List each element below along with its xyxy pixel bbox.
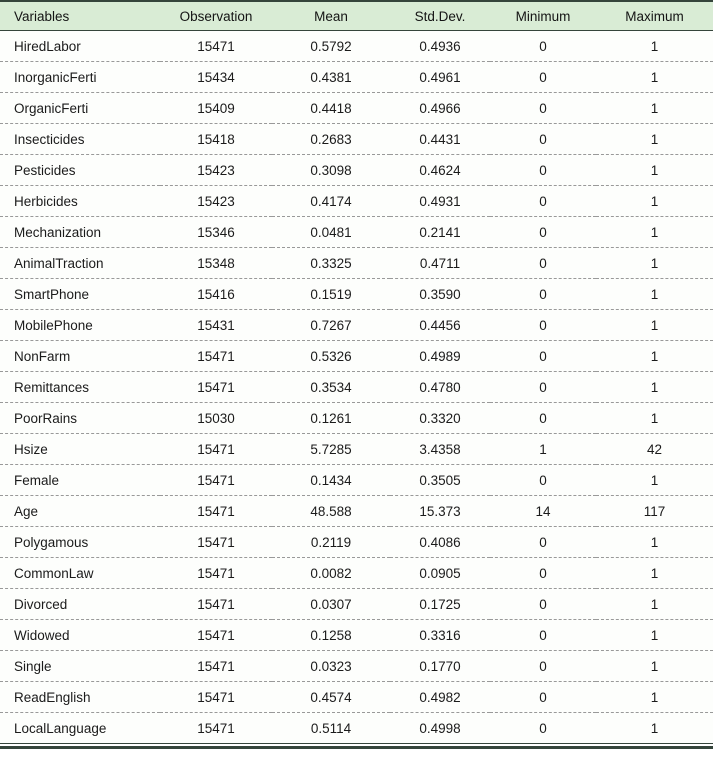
- table-row: [0, 279, 713, 310]
- cell-mean: 0.4418: [272, 93, 390, 124]
- table-row: [0, 465, 713, 496]
- cell-minimum: 0: [490, 403, 596, 434]
- column-header-stddev: Std.Dev.: [390, 2, 490, 31]
- cell-minimum: 0: [490, 372, 596, 403]
- cell-maximum: 1: [596, 620, 713, 651]
- cell-maximum: 1: [596, 93, 713, 124]
- cell-maximum: 1: [596, 279, 713, 310]
- cell-minimum: 0: [490, 589, 596, 620]
- cell-mean: 0.1434: [272, 465, 390, 496]
- cell-minimum: 0: [490, 62, 596, 93]
- cell-mean: 0.3098: [272, 155, 390, 186]
- cell-minimum: 0: [490, 279, 596, 310]
- cell-variable: NonFarm: [0, 341, 160, 372]
- cell-variable: ReadEnglish: [0, 682, 160, 713]
- cell-variable: Polygamous: [0, 527, 160, 558]
- cell-variable: SmartPhone: [0, 279, 160, 310]
- cell-stddev: 0.4982: [390, 682, 490, 713]
- cell-observation: 15416: [160, 279, 272, 310]
- cell-observation: 15471: [160, 465, 272, 496]
- cell-mean: 0.4381: [272, 62, 390, 93]
- cell-stddev: 15.373: [390, 496, 490, 527]
- cell-mean: 0.0082: [272, 558, 390, 589]
- cell-observation: 15471: [160, 527, 272, 558]
- cell-maximum: 1: [596, 310, 713, 341]
- cell-minimum: 0: [490, 682, 596, 713]
- table-body: [0, 31, 713, 744]
- column-header-minimum: Minimum: [490, 2, 596, 31]
- cell-stddev: 0.3316: [390, 620, 490, 651]
- cell-observation: 15471: [160, 558, 272, 589]
- cell-observation: 15471: [160, 651, 272, 682]
- cell-stddev: 3.4358: [390, 434, 490, 465]
- table-row: [0, 186, 713, 217]
- cell-observation: 15346: [160, 217, 272, 248]
- cell-mean: 0.7267: [272, 310, 390, 341]
- cell-mean: 0.1519: [272, 279, 390, 310]
- cell-mean: 0.3325: [272, 248, 390, 279]
- cell-stddev: 0.4998: [419, 720, 461, 736]
- cell-minimum: 0: [539, 720, 547, 736]
- cell-minimum: 0: [490, 186, 596, 217]
- cell-stddev: 0.4780: [390, 372, 490, 403]
- cell-variable: MobilePhone: [0, 310, 160, 341]
- cell-variable: OrganicFerti: [0, 93, 160, 124]
- cell-minimum: 14: [490, 496, 596, 527]
- cell-observation: 15409: [160, 93, 272, 124]
- table-row: [0, 248, 713, 279]
- cell-variable: HiredLabor: [0, 31, 160, 62]
- cell-variable: Age: [0, 496, 160, 527]
- column-header-observation: Observation: [160, 2, 272, 31]
- cell-mean: 0.0307: [272, 589, 390, 620]
- cell-observation: 15471: [160, 682, 272, 713]
- cell-maximum: 1: [596, 186, 713, 217]
- table-row: [0, 217, 713, 248]
- cell-maximum: 1: [596, 527, 713, 558]
- cell-variable: Divorced: [0, 589, 160, 620]
- cell-maximum: 1: [596, 651, 713, 682]
- cell-variable: InorganicFerti: [0, 62, 160, 93]
- cell-stddev: 0.4936: [390, 31, 490, 62]
- cell-stddev: 0.0905: [390, 558, 490, 589]
- cell-observation: 15348: [160, 248, 272, 279]
- cell-maximum: 1: [596, 62, 713, 93]
- cell-variable: Remittances: [0, 372, 160, 403]
- cell-mean: 0.1258: [272, 620, 390, 651]
- table-row: [0, 620, 713, 651]
- cell-stddev: 0.3320: [390, 403, 490, 434]
- cell-observation: 15471: [160, 372, 272, 403]
- cell-stddev: 0.4086: [390, 527, 490, 558]
- cell-maximum: 1: [596, 155, 713, 186]
- cell-mean: 0.5326: [272, 341, 390, 372]
- cell-maximum: 1: [596, 558, 713, 589]
- cell-maximum: 1: [596, 124, 713, 155]
- cell-minimum: 0: [490, 465, 596, 496]
- cell-maximum: 1: [596, 465, 713, 496]
- cell-mean: 0.5114: [310, 720, 352, 736]
- table-header: [0, 2, 713, 31]
- cell-mean: 48.588: [272, 496, 390, 527]
- table-row: [0, 341, 713, 372]
- cell-observation: 15471: [160, 496, 272, 527]
- table-row: [0, 62, 713, 93]
- cell-minimum: 0: [490, 124, 596, 155]
- cell-minimum: 0: [490, 558, 596, 589]
- cell-stddev: 0.4711: [390, 248, 490, 279]
- cell-stddev: 0.4966: [390, 93, 490, 124]
- cell-observation: 15434: [160, 62, 272, 93]
- table-row: [0, 558, 713, 589]
- cell-observation: 15471: [160, 434, 272, 465]
- cell-variable: Female: [0, 465, 160, 496]
- cell-variable: LocalLanguage: [14, 720, 107, 736]
- cell-maximum: 1: [596, 248, 713, 279]
- cell-maximum: 1: [596, 341, 713, 372]
- cell-minimum: 0: [490, 341, 596, 372]
- cell-stddev: 0.4989: [390, 341, 490, 372]
- cell-mean: 0.4574: [272, 682, 390, 713]
- cell-variable: Widowed: [0, 620, 160, 651]
- table-row: [0, 372, 713, 403]
- cell-maximum: 1: [596, 682, 713, 713]
- cell-variable: Insecticides: [0, 124, 160, 155]
- cell-mean: 0.0481: [272, 217, 390, 248]
- cell-variable: PoorRains: [0, 403, 160, 434]
- table-row: [0, 434, 713, 465]
- cell-minimum: 0: [490, 310, 596, 341]
- cell-minimum: 0: [490, 651, 596, 682]
- cell-observation: 15471: [160, 341, 272, 372]
- cell-minimum: 0: [490, 217, 596, 248]
- table-row: [0, 155, 713, 186]
- cell-stddev: 0.1725: [390, 589, 490, 620]
- table-row: [0, 713, 713, 744]
- cell-stddev: 0.3590: [390, 279, 490, 310]
- cell-stddev: 0.4961: [390, 62, 490, 93]
- cell-stddev: 0.4931: [390, 186, 490, 217]
- cell-variable: Mechanization: [0, 217, 160, 248]
- cell-mean: 0.1261: [272, 403, 390, 434]
- cell-mean: 0.5792: [272, 31, 390, 62]
- cell-variable: AnimalTraction: [0, 248, 160, 279]
- cell-variable: Pesticides: [0, 155, 160, 186]
- cell-maximum: 1: [596, 589, 713, 620]
- cell-observation: 15431: [160, 310, 272, 341]
- cell-variable: Single: [0, 651, 160, 682]
- table-row: [0, 310, 713, 341]
- column-header-variables: Variables: [0, 2, 160, 31]
- cell-maximum: 1: [596, 372, 713, 403]
- cell-minimum: 0: [490, 31, 596, 62]
- cell-minimum: 1: [490, 434, 596, 465]
- cell-stddev: 0.2141: [390, 217, 490, 248]
- cell-observation: 15471: [160, 620, 272, 651]
- cell-stddev: 0.4624: [390, 155, 490, 186]
- cell-mean: 0.2119: [272, 527, 390, 558]
- cell-maximum: 1: [596, 31, 713, 62]
- cell-mean: 0.0323: [272, 651, 390, 682]
- cell-observation: 15471: [160, 589, 272, 620]
- cell-maximum: 42: [596, 434, 713, 465]
- table-row: [0, 403, 713, 434]
- cell-observation: 15418: [160, 124, 272, 155]
- table-row: [0, 682, 713, 713]
- cell-variable: Herbicides: [0, 186, 160, 217]
- cell-mean: 5.7285: [272, 434, 390, 465]
- cell-minimum: 0: [490, 620, 596, 651]
- cell-minimum: 0: [490, 93, 596, 124]
- stats-table: [0, 2, 713, 744]
- cell-stddev: 0.1770: [390, 651, 490, 682]
- cell-observation: 15423: [160, 186, 272, 217]
- table-row: [0, 496, 713, 527]
- column-header-maximum: Maximum: [596, 2, 713, 31]
- cell-maximum: 1: [596, 403, 713, 434]
- cell-variable: Hsize: [0, 434, 160, 465]
- table-row: [0, 124, 713, 155]
- column-header-mean: Mean: [272, 2, 390, 31]
- cell-mean: 0.3534: [272, 372, 390, 403]
- table-row: [0, 651, 713, 682]
- cell-observation: 15030: [160, 403, 272, 434]
- cell-stddev: 0.4456: [390, 310, 490, 341]
- cell-stddev: 0.3505: [390, 465, 490, 496]
- table-row: [0, 31, 713, 62]
- table-row: [0, 527, 713, 558]
- header-row: [0, 2, 713, 31]
- cell-observation: 15471: [160, 31, 272, 62]
- cell-maximum: 117: [596, 496, 713, 527]
- cell-observation: 15471: [197, 720, 235, 736]
- cell-minimum: 0: [490, 155, 596, 186]
- cell-maximum: 1: [650, 720, 659, 736]
- cell-observation: 15423: [160, 155, 272, 186]
- cell-variable: CommonLaw: [0, 558, 160, 589]
- table-row: [0, 93, 713, 124]
- cell-minimum: 0: [490, 527, 596, 558]
- cell-mean: 0.2683: [272, 124, 390, 155]
- cell-maximum: 1: [596, 217, 713, 248]
- table-row: [0, 589, 713, 620]
- cell-stddev: 0.4431: [390, 124, 490, 155]
- cell-mean: 0.4174: [272, 186, 390, 217]
- cell-minimum: 0: [490, 248, 596, 279]
